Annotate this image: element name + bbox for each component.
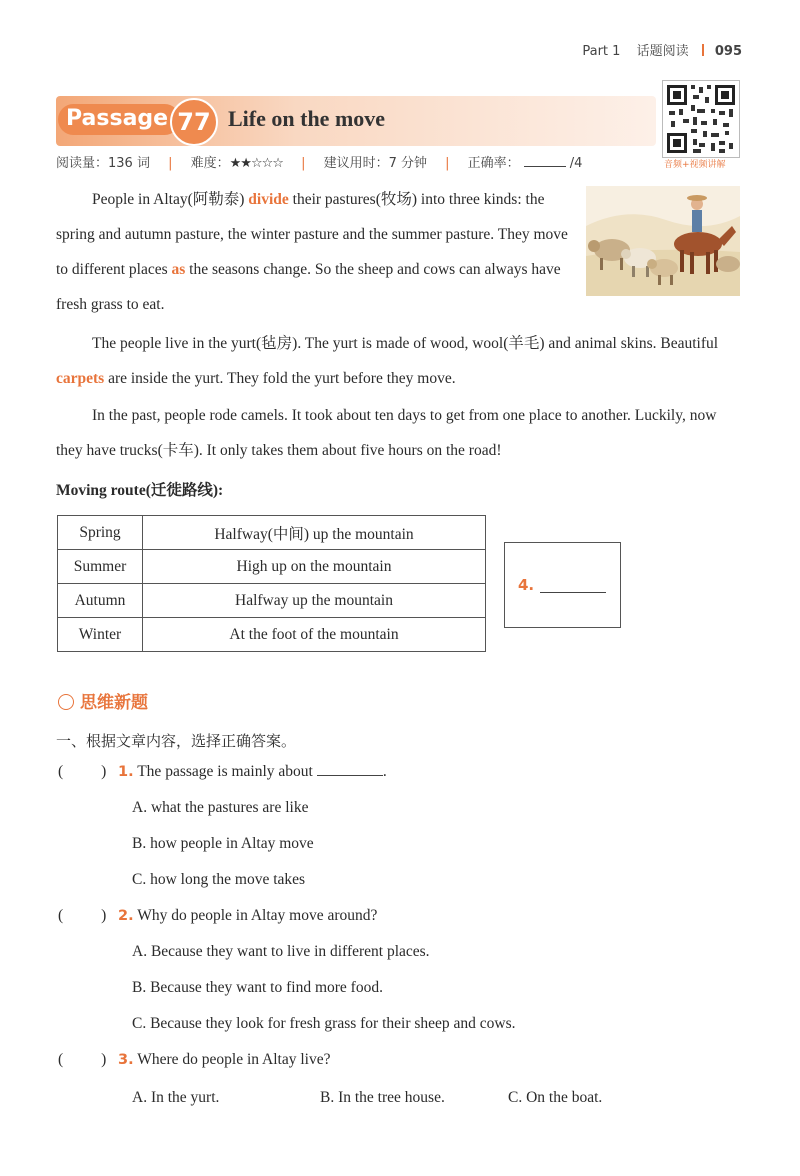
pencil-icon <box>58 694 74 710</box>
difficulty-stars: ★★☆☆☆ <box>229 156 283 171</box>
place-cell: Halfway up the mountain <box>143 584 486 618</box>
question-2 <box>58 907 377 925</box>
moving-route-table <box>57 515 486 652</box>
season-cell: Winter <box>58 618 143 652</box>
section-label: 话题阅读 <box>636 44 689 59</box>
header-divider <box>702 44 704 56</box>
question-1: ( ) 1. The passage is mainly about . <box>58 763 387 780</box>
p2-text-b: are inside the yurt. They fold the yurt before they move. <box>104 370 456 387</box>
word-count: 阅读量：136 词 <box>56 156 150 171</box>
accuracy-label: 正确率： <box>467 156 520 171</box>
passage-label: Passage <box>58 104 180 135</box>
exercise-instruction: 一、根据文章内容，选择正确答案。 <box>56 732 297 750</box>
paragraph-1 <box>56 182 578 322</box>
question-3 <box>58 1051 330 1069</box>
answer-paren[interactable]: ( ) <box>58 907 107 924</box>
place-cell: High up on the mountain <box>143 550 486 584</box>
info-divider: | <box>301 156 306 171</box>
option-3b[interactable]: B. In the tree house. <box>320 1089 445 1106</box>
question-number: 2. <box>118 908 134 924</box>
p1-text-b: their pastures(牧场) into three kinds: the spring and autumn pasture, the winter pasture and the summer pasture. They move to different places <box>56 191 568 278</box>
passage-number: 77 <box>170 98 218 146</box>
suggested-time: 建议用时：7 分钟 <box>323 156 427 171</box>
section-title: 思维新题 <box>80 693 148 713</box>
rider-herd-illustration <box>586 186 740 296</box>
option-1a[interactable]: A. what the pastures are like <box>132 799 309 816</box>
place-cell: At the foot of the mountain <box>143 618 486 652</box>
section-heading <box>58 688 148 713</box>
question-number: 1. <box>118 764 134 780</box>
moving-route-label: Moving route(迁徙路线): <box>56 482 224 499</box>
answer-blank-4[interactable] <box>540 592 606 593</box>
season-cell: Summer <box>58 550 143 584</box>
option-1b[interactable]: B. how people in Altay move <box>132 835 314 852</box>
reading-info <box>56 152 582 171</box>
answer-blank[interactable] <box>317 775 383 776</box>
question-4-number: 4. <box>518 576 535 594</box>
question-text: Where do people in Altay live? <box>137 1051 331 1068</box>
info-divider: | <box>445 156 450 171</box>
season-cell: Spring <box>58 516 143 550</box>
question-text: The passage is mainly about <box>137 763 313 780</box>
option-2b[interactable]: B. Because they want to find more food. <box>132 979 383 996</box>
p2-text-a: The people live in the yurt(毡房). The yurt is made of wood, wool(羊毛) and animal skins. Beautiful <box>92 335 719 352</box>
question-number: 3. <box>118 1052 134 1068</box>
qr-caption: 音频+视频讲解 <box>664 160 726 170</box>
difficulty-label: 难度： <box>190 156 230 171</box>
option-3c[interactable]: C. On the boat. <box>508 1089 603 1106</box>
highlight-as: as <box>171 261 186 278</box>
option-3a[interactable]: A. In the yurt. <box>132 1089 220 1106</box>
highlight-divide: divide <box>248 191 289 208</box>
part-label: Part 1 <box>582 44 621 59</box>
season-cell: Autumn <box>58 584 143 618</box>
page-number: 095 <box>714 44 742 59</box>
answer-paren[interactable]: ( ) <box>58 1051 107 1068</box>
p1-text-a: People in Altay(阿勒泰) <box>92 191 249 208</box>
paragraph-3: In the past, people rode camels. It took about ten days to get from one place to another. Luckily, now they have trucks(卡车). It only takes them about five hours on the road! <box>56 407 717 459</box>
info-divider: | <box>168 156 173 171</box>
place-cell: Halfway(中间) up the mountain <box>143 516 486 550</box>
table-row <box>58 550 486 584</box>
option-2a[interactable]: A. Because they want to live in different places. <box>132 943 430 960</box>
option-1c[interactable]: C. how long the move takes <box>132 871 306 888</box>
qr-code-icon <box>663 81 739 157</box>
accuracy-blank[interactable] <box>524 166 566 167</box>
p1-text-c: the seasons change. So the sheep and cows can always have fresh grass to eat. <box>56 261 561 313</box>
passage-title: Life on the move <box>228 106 386 131</box>
answer-paren[interactable]: ( ) <box>58 763 107 780</box>
table-row <box>58 516 486 550</box>
highlight-carpets: carpets <box>56 370 105 387</box>
qr-code[interactable] <box>662 80 740 158</box>
accuracy-total: /4 <box>569 156 583 171</box>
question-text: Why do people in Altay move around? <box>137 907 378 924</box>
running-header <box>582 40 742 59</box>
option-2c[interactable]: C. Because they look for fresh grass for their sheep and cows. <box>132 1015 516 1032</box>
paragraph-2 <box>56 326 746 396</box>
table-row <box>58 584 486 618</box>
table-row <box>58 618 486 652</box>
